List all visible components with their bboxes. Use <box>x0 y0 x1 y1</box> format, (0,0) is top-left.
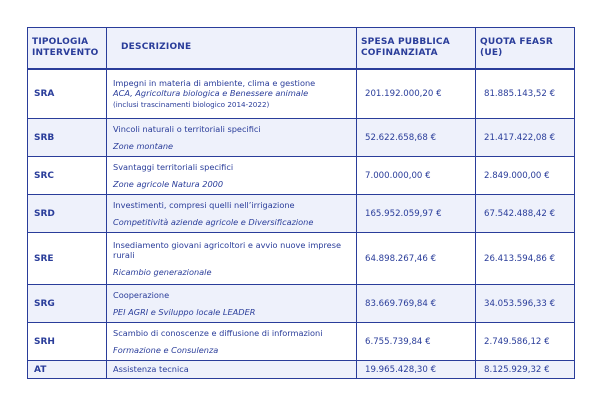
table-row <box>28 361 575 379</box>
header-descrizione: DESCRIZIONE <box>107 28 357 69</box>
row-description <box>107 323 357 361</box>
header-quota-line1: QUOTA FEASR <box>480 36 554 47</box>
row-description <box>107 285 357 323</box>
row-code: SRH <box>28 323 107 361</box>
row-spesa: 6.755.739,84 € <box>357 323 476 361</box>
row-desc-detail: ACA, Agricoltura biologica e Benessere animale <box>113 88 309 98</box>
table-header-row <box>28 28 575 69</box>
table-row <box>28 157 575 195</box>
row-spesa: 52.622.658,68 € <box>357 119 476 157</box>
row-code: SRC <box>28 157 107 195</box>
row-quota: 34.053.596,33 € <box>476 285 575 323</box>
row-code: SRB <box>28 119 107 157</box>
row-description <box>107 157 357 195</box>
row-code: AT <box>28 361 107 379</box>
row-desc-main: Investimenti, compresi quelli nell’irrigazione <box>113 200 295 210</box>
row-desc-detail: PEI AGRI e Sviluppo locale LEADER <box>113 306 256 317</box>
row-desc-main: Svantaggi territoriali specifici <box>113 162 234 172</box>
funding-table <box>27 27 575 379</box>
table-row <box>28 119 575 157</box>
funding-table-container <box>27 27 574 379</box>
header-tipologia <box>28 28 107 69</box>
row-quota: 2.749.586,12 € <box>476 323 575 361</box>
row-spesa: 83.669.769,84 € <box>357 285 476 323</box>
row-quota: 67.542.488,42 € <box>476 195 575 233</box>
header-quota <box>476 28 575 69</box>
row-desc-main: Insediamento giovani agricoltori e avvio nuove imprese rurali <box>113 239 342 261</box>
row-desc-detail: Ricambio generazionale <box>113 266 212 277</box>
header-quota-line2: (UE) <box>480 47 503 58</box>
table-row <box>28 233 575 285</box>
row-desc-note: (inclusi trascinamenti biologico 2014-2022) <box>113 99 270 109</box>
header-spesa-line1: SPESA PUBBLICA <box>361 36 450 47</box>
row-desc-main: Scambio di conoscenze e diffusione di informazioni <box>113 328 323 338</box>
table-row <box>28 69 575 119</box>
row-spesa: 19.965.428,30 € <box>357 361 476 379</box>
row-description <box>107 119 357 157</box>
table-row <box>28 195 575 233</box>
row-desc-main: Assistenza tecnica <box>113 364 189 375</box>
row-quota: 26.413.594,86 € <box>476 233 575 285</box>
header-tipologia-line1: TIPOLOGIA <box>32 36 89 47</box>
row-desc-main: Impegni in materia di ambiente, clima e gestione <box>113 77 316 88</box>
row-desc-detail: Formazione e Consulenza <box>113 344 219 355</box>
row-desc-main: Vincoli naturali o territoriali specifici <box>113 124 261 134</box>
row-spesa: 165.952.059,97 € <box>357 195 476 233</box>
header-spesa <box>357 28 476 69</box>
row-spesa: 201.192.000,20 € <box>357 69 476 119</box>
row-description <box>107 69 357 119</box>
header-spesa-line2: COFINANZIATA <box>361 47 438 58</box>
row-desc-detail: Zone montane <box>113 140 174 151</box>
row-code: SRE <box>28 233 107 285</box>
row-spesa: 7.000.000,00 € <box>357 157 476 195</box>
row-description <box>107 361 357 379</box>
row-desc-main: Cooperazione <box>113 290 170 300</box>
table-row <box>28 323 575 361</box>
row-code: SRD <box>28 195 107 233</box>
row-description <box>107 233 357 285</box>
row-code: SRG <box>28 285 107 323</box>
row-code: SRA <box>28 69 107 119</box>
row-desc-detail: Zone agricole Natura 2000 <box>113 178 224 189</box>
row-spesa: 64.898.267,46 € <box>357 233 476 285</box>
table-row <box>28 285 575 323</box>
header-tipologia-line2: INTERVENTO <box>32 47 99 58</box>
row-quota: 21.417.422,08 € <box>476 119 575 157</box>
row-quota: 8.125.929,32 € <box>476 361 575 379</box>
row-quota: 2.849.000,00 € <box>476 157 575 195</box>
row-desc-detail: Competitività aziende agricole e Diversificazione <box>113 216 314 227</box>
row-quota: 81.885.143,52 € <box>476 69 575 119</box>
row-description <box>107 195 357 233</box>
